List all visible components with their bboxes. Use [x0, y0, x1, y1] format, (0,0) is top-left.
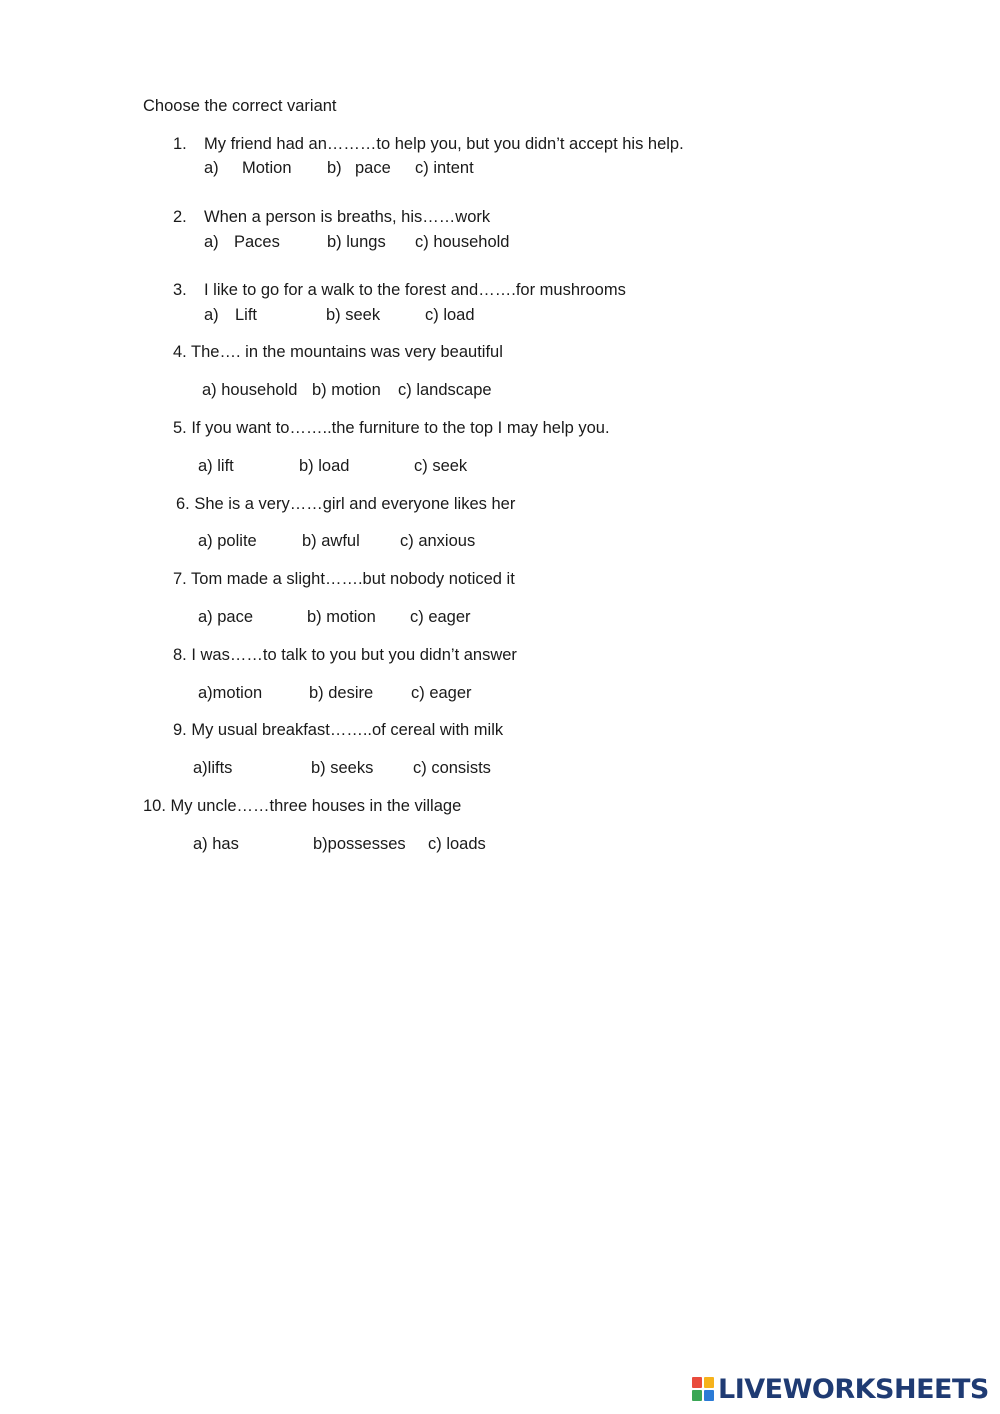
- question-3-option-b[interactable]: b) seek: [326, 306, 381, 324]
- question-8-text: 8. I was……to talk to you but you didn’t answer: [173, 646, 517, 664]
- question-5-option-c[interactable]: c) seek: [414, 457, 468, 475]
- question-3-option-c[interactable]: c) load: [425, 306, 475, 324]
- question-6-option-a[interactable]: a) polite: [198, 532, 257, 550]
- question-6-option-c[interactable]: c) anxious: [400, 532, 476, 550]
- instruction: Choose the correct variant: [143, 97, 337, 115]
- question-1-option-a[interactable]: Motion: [242, 159, 292, 177]
- question-2-text: When a person is breaths, his……work: [204, 208, 491, 226]
- question-10-option-b[interactable]: b)possesses: [313, 835, 406, 853]
- question-8-option-b[interactable]: b) desire: [309, 684, 374, 702]
- question-1-number: 1.: [173, 135, 187, 153]
- question-9-option-a[interactable]: a)lifts: [193, 759, 233, 777]
- question-10-text: 10. My uncle……three houses in the village: [143, 797, 462, 815]
- question-7-option-a[interactable]: a) pace: [198, 608, 254, 626]
- question-6-text: 6. She is a very……girl and everyone likes her: [176, 495, 516, 513]
- question-5-option-a[interactable]: a) lift: [198, 457, 234, 475]
- question-3-option-a[interactable]: Lift: [235, 306, 258, 324]
- question-9-text: 9. My usual breakfast……..of cereal with milk: [173, 721, 504, 739]
- question-1-option-b-letter[interactable]: b): [327, 159, 342, 177]
- question-10-option-c[interactable]: c) loads: [428, 835, 486, 853]
- question-1-option-b[interactable]: pace: [355, 159, 391, 177]
- question-10-option-a[interactable]: a) has: [193, 835, 239, 853]
- question-7-option-c[interactable]: c) eager: [410, 608, 471, 626]
- question-2-option-a-letter[interactable]: a): [204, 233, 219, 251]
- logo-text: LIVEWORKSHEETS: [718, 1373, 989, 1405]
- question-2-option-a[interactable]: Paces: [234, 233, 280, 251]
- question-2-option-c[interactable]: c) household: [415, 233, 510, 251]
- logo-blocks-icon: [692, 1377, 714, 1401]
- question-6-option-b[interactable]: b) awful: [302, 532, 360, 550]
- question-5-option-b[interactable]: b) load: [299, 457, 350, 475]
- question-1-text: My friend had an………to help you, but you didn’t accept his help.: [204, 135, 684, 153]
- question-1-option-a-letter[interactable]: a): [204, 159, 219, 177]
- question-2-number: 2.: [173, 208, 187, 226]
- question-4-option-b[interactable]: b) motion: [312, 381, 381, 399]
- question-3-option-a-letter[interactable]: a): [204, 306, 219, 324]
- liveworksheets-logo: [692, 1374, 989, 1404]
- question-9-option-c[interactable]: c) consists: [413, 759, 491, 777]
- question-3-number: 3.: [173, 281, 187, 299]
- question-5-text: 5. If you want to……..the furniture to the top I may help you.: [173, 419, 610, 437]
- question-4-text: 4. The…. in the mountains was very beautiful: [173, 343, 503, 361]
- question-3-text: I like to go for a walk to the forest and…….for mushrooms: [204, 281, 626, 299]
- question-4-option-c[interactable]: c) landscape: [398, 381, 492, 399]
- question-9-option-b[interactable]: b) seeks: [311, 759, 374, 777]
- question-8-option-c[interactable]: c) eager: [411, 684, 472, 702]
- question-4-option-a[interactable]: a) household: [202, 381, 298, 399]
- question-1-option-c[interactable]: c) intent: [415, 159, 474, 177]
- question-7-text: 7. Tom made a slight…….but nobody noticed it: [173, 570, 515, 588]
- question-8-option-a[interactable]: a)motion: [198, 684, 263, 702]
- question-2-option-b[interactable]: b) lungs: [327, 233, 386, 251]
- question-7-option-b[interactable]: b) motion: [307, 608, 376, 626]
